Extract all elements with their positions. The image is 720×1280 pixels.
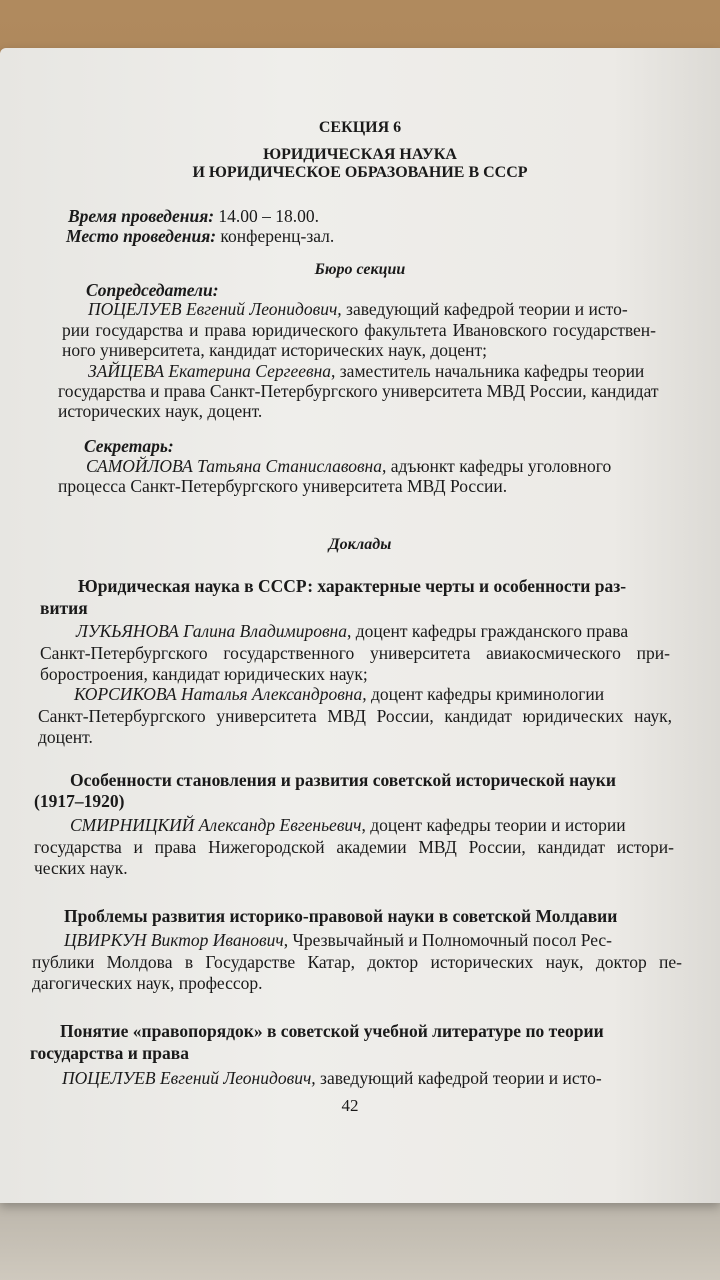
bureau-heading: Бюро секции — [314, 261, 406, 278]
time-label: Время проведения: — [68, 206, 215, 226]
report1-author2-line1: КОРСИКОВА Наталья Александровна, доцент кафедры криминологии — [74, 684, 605, 704]
secretary-label: Секретарь: — [84, 436, 174, 456]
report2-title-line1: Особенности становления и развития советской исторической науки — [70, 770, 616, 790]
cochair1-line3: ного университета, кандидат исторических наук, доцент; — [62, 340, 488, 360]
report2-author1-line3: ческих наук. — [34, 858, 128, 878]
cochair1-line2: рии государства и права юридического факультета Ивановского государствен- — [62, 320, 656, 340]
section-title-line1: ЮРИДИЧЕСКАЯ НАУКА — [263, 146, 457, 163]
report4-author1-name: ПОЦЕЛУЕВ Евгений Леонидович, — [62, 1068, 316, 1088]
report3-author1-line2: публики Молдова в Государстве Катар, доктор исторических наук, доктор пе- — [32, 952, 682, 972]
secretary-line1: САМОЙЛОВА Татьяна Станиславовна, адъюнкт кафедры уголовного — [86, 456, 612, 476]
report2-author1-name: СМИРНИЦКИЙ Александр Евгеньевич — [70, 815, 362, 835]
secretary-line2: процесса Санкт-Петербургского университета МВД России. — [58, 476, 508, 496]
report3-author1-line1: ЦВИРКУН Виктор Иванович, Чрезвычайный и Полномочный посол Рес- — [64, 930, 613, 950]
report3-title-line1: Проблемы развития историко-правовой науки в советской Молдавии — [64, 906, 618, 926]
place-label: Место проведения: — [66, 226, 217, 246]
report2-author1-line2: государства и права Нижегородской академии МВД России, кандидат истори- — [34, 837, 674, 857]
document-page — [0, 48, 720, 1203]
cochairs-label: Сопредседатели: — [86, 280, 219, 300]
secretary-name: САМОЙЛОВА Татьяна Станиславовна — [86, 456, 382, 476]
report1-author1-line2: Санкт-Петербургского государственного университета авиакосмического при- — [40, 643, 670, 663]
schedule-time — [68, 206, 319, 226]
report1-author1-line1: ЛУКЬЯНОВА Галина Владимировна, доцент кафедры гражданского права — [76, 621, 629, 641]
section-label: СЕКЦИЯ 6 — [318, 119, 402, 136]
schedule-place — [66, 226, 334, 246]
report1-title-line1: Юридическая наука в СССР: характерные черты и особенности раз- — [78, 576, 627, 596]
reports-heading: Доклады — [328, 536, 392, 553]
cochair2-line3: исторических наук, доцент. — [58, 401, 263, 421]
report2-title-line2: (1917–1920) — [34, 791, 125, 811]
report3-author1-line3: дагогических наук, профессор. — [32, 973, 263, 993]
cochair2-name: ЗАЙЦЕВА Екатерина Сергеевна — [88, 361, 332, 381]
cochair2-line1: ЗАЙЦЕВА Екатерина Сергеевна, заместитель начальника кафедры теории — [88, 361, 645, 381]
place-value: конференц-зал. — [216, 226, 335, 246]
report4-title-line2: государства и права — [30, 1043, 189, 1063]
cochair2-line2: государства и права Санкт-Петербургского университета МВД России, кандидат — [58, 381, 659, 401]
report1-author1-line3: боростроения, кандидат юридических наук; — [40, 664, 368, 684]
cochair1-line1: ПОЦЕЛУЕВ Евгений Леонидович, заведующий кафедрой теории и исто- — [88, 299, 628, 319]
report2-author1-line1: СМИРНИЦКИЙ Александр Евгеньевич, доцент кафедры теории и истории — [70, 815, 626, 835]
report1-author1-name: ЛУКЬЯНОВА Галина Владимировна — [76, 621, 347, 641]
section-title-line2: И ЮРИДИЧЕСКОЕ ОБРАЗОВАНИЕ В СССР — [192, 164, 528, 181]
time-value: 14.00 – 18.00. — [214, 206, 320, 226]
report1-title-line2: вития — [40, 598, 88, 618]
cochair1-name: ПОЦЕЛУЕВ Евгений Леонидович, — [88, 299, 342, 319]
report1-author2-line3: доцент. — [38, 727, 93, 747]
report4-title-line1: Понятие «правопорядок» в советской учебной литературе по теории — [60, 1021, 604, 1041]
report1-author2-name: КОРСИКОВА Наталья Александровна, — [74, 684, 367, 704]
report3-author1-name: ЦВИРКУН Виктор Иванович — [64, 930, 284, 950]
table-surface — [0, 1190, 720, 1280]
report4-author1-line1: ПОЦЕЛУЕВ Евгений Леонидович, заведующий кафедрой теории и исто- — [62, 1068, 602, 1088]
page-number: 42 — [341, 1096, 359, 1115]
report1-author2-line2: Санкт-Петербургского университета МВД России, кандидат юридических наук, — [38, 706, 672, 726]
